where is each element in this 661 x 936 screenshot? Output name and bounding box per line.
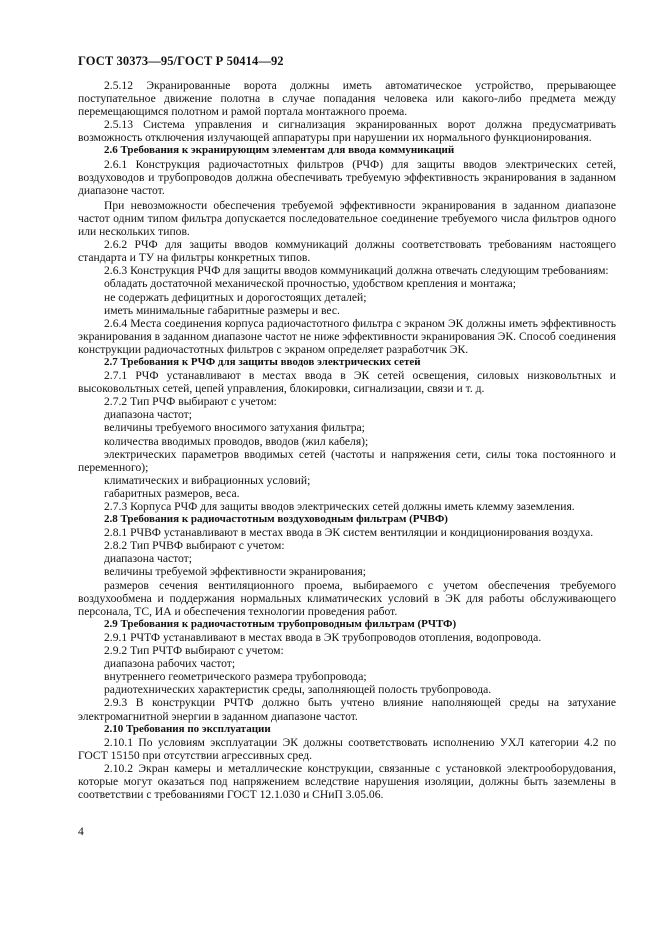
paragraph-2-10-2: 2.10.2 Экран камеры и металлические конструкции, связанные с установкой электрооборудования, которые могут оказаться под напряжением вследствие нарушения изоляции, должны быть заземлены в соответствии с требованиями ГОСТ 12.1.030 и СНиП 3.05.06. (78, 761, 616, 802)
paragraph-2-8-2: 2.8.2 Тип РЧВФ выбирают с учетом: (104, 539, 285, 553)
paragraph-2-5-12: 2.5.12 Экранированные ворота должны иметь автоматическое устройство, прерывающее поступательное движение полотна в случае попадания человека или какого-либо предмета между перемещающимся полотном и рамой портала монтажного проема. (78, 79, 616, 119)
paragraph-2-5-13: 2.5.13 Система управления и сигнализация экранированных ворот должна предусматривать возможность отключения излучающей аппаратуры при нарушении их нормального функционирования. (78, 118, 616, 145)
paragraph-2-9-1: 2.9.1 РЧТФ устанавливают в местах ввода в ЭК трубопроводов отопления, водопровода. (104, 630, 542, 644)
paragraph-filter-combination: При невозможности обеспечения требуемой эффективности экранирования в заданном диапазоне частот одним типом фильтра допускается последовательное соединение требуемого числа фильтров одного или нескольких типов. (78, 198, 616, 239)
paragraph-2-6-4: 2.6.4 Места соединения корпуса радиочастотного фильтра с экраном ЭК должны иметь эффективность экранирования в заданном диапазоне частот не ниже эффективности экранирования ЭК. Способ соединения конструкции радиочастотных фильтров с экраном определяет разработчик ЭК. (78, 316, 616, 356)
list-item: не содержать дефицитных и дорогостоящих деталей; (104, 290, 367, 304)
paragraph-2-6-1: 2.6.1 Конструкция радиочастотных фильтров (РЧФ) для защиты вводов электрических сетей, воздуховодов и трубопроводов должна обеспечивать требуемую эффективность экранирования в заданном диапазоне частот. (78, 157, 616, 197)
list-item: диапазона частот; (104, 552, 192, 566)
paragraph-2-6-2: 2.6.2 РЧФ для защиты вводов коммуникаций должны соответствовать требованиям настоящего стандарта и ТУ на фильтры конкретных типов. (78, 238, 616, 265)
list-item: величины требуемой эффективности экранирования; (104, 565, 366, 579)
paragraph-2-8-1: 2.8.1 РЧВФ устанавливают в местах ввода в ЭК систем вентиляции и кондиционирования воздуха. (104, 526, 594, 540)
section-heading-2-9: 2.9 Требования к радиочастотным трубопроводным фильтрам (РЧТФ) (104, 617, 457, 630)
paragraph-2-6-3: 2.6.3 Конструкция РЧФ для защиты вводов коммуникаций должна отвечать следующим требованиям: (104, 264, 609, 278)
list-item: диапазона частот; (104, 408, 192, 422)
list-item: обладать достаточной механической прочностью, удобством крепления и монтажа; (104, 277, 516, 291)
list-item: диапазона рабочих частот; (104, 657, 236, 671)
paragraph-2-7-3: 2.7.3 Корпуса РЧФ для защиты вводов электрических сетей должны иметь клемму заземления. (104, 500, 575, 513)
page-body (78, 79, 616, 801)
section-heading-2-8: 2.8 Требования к радиочастотным воздуховодным фильтрам (РЧВФ) (104, 513, 448, 526)
section-heading-2-7: 2.7 Требования к РЧФ для защиты вводов электрических сетей (104, 355, 421, 368)
list-item: величины требуемого вносимого затухания фильтра; (104, 421, 365, 435)
paragraph-2-9-3: 2.9.3 В конструкции РЧТФ должно быть учтено влияние наполняющей среды на затухание электромагнитной энергии в заданном диапазоне частот. (78, 696, 616, 723)
page-header-title: ГОСТ 30373—95/ГОСТ Р 50414—92 (78, 54, 284, 68)
paragraph-2-10-1: 2.10.1 По условиям эксплуатации ЭК должны соответствовать исполнению УХЛ категории 4.2 по ГОСТ 15150 при отсутствии агрессивных сред. (78, 735, 616, 762)
section-heading-2-10: 2.10 Требования по эксплуатации (104, 722, 271, 735)
list-item: размеров сечения вентиляционного проема, выбираемого с учетом обеспечения требуемого воздухообмена и поддержания нормальных климатических условий в ЭК для работы обслуживающего персонала, ТС, ИА и обеспечения технологии проведения работ. (78, 578, 616, 618)
list-item: климатических и вибрационных условий; (104, 473, 311, 487)
page-number: 4 (78, 825, 84, 838)
list-item: радиотехнических характеристик среды, заполняющей полость трубопровода. (104, 683, 492, 697)
paragraph-2-9-2: 2.9.2 Тип РЧТФ выбирают с учетом: (104, 644, 284, 658)
list-item: иметь минимальные габаритные размеры и вес. (104, 303, 340, 317)
section-heading-2-6: 2.6 Требования к экранирующим элементам для ввода коммуникаций (104, 144, 455, 157)
list-item: внутреннего геометрического размера трубопровода; (104, 670, 367, 684)
list-item: электрических параметров вводимых сетей (частоты и напряжения сети, силы тока постоянного и переменного); (78, 447, 616, 474)
paragraph-2-7-1: 2.7.1 РЧФ устанавливают в местах ввода в ЭК сетей освещения, силовых низковольтных и высоковольтных сетей, цепей управления, блокировки, сигнализации, связи и т. д. (78, 369, 616, 396)
list-item: количества вводимых проводов, вводов (жил кабеля); (104, 434, 369, 448)
list-item: габаритных размеров, веса. (104, 486, 240, 500)
paragraph-2-7-2: 2.7.2 Тип РЧФ выбирают с учетом: (104, 395, 277, 409)
